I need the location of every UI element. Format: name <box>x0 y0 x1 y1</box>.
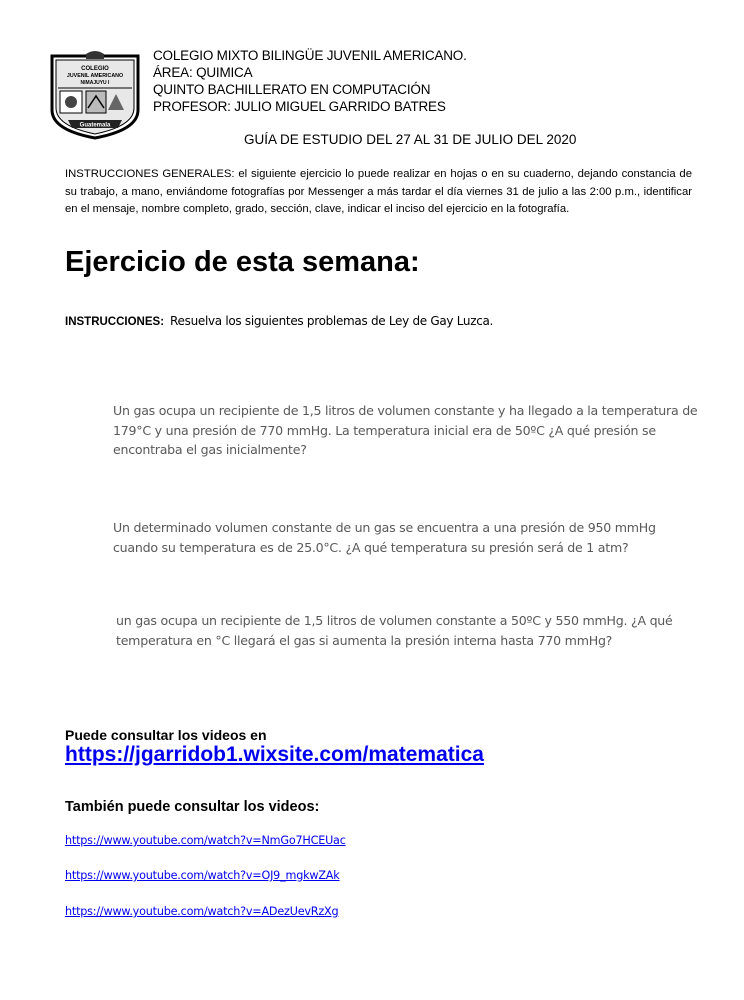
youtube-link-1[interactable]: https://www.youtube.com/watch?v=NmGo7HCEUac <box>65 834 346 847</box>
crest-text-3: NIMAJUYU I <box>80 80 110 86</box>
youtube-link-2[interactable]: https://www.youtube.com/watch?v=OJ9_mgkwZAk <box>65 869 340 882</box>
subject-area: ÁREA: QUIMICA <box>153 65 253 80</box>
youtube-link-3[interactable]: https://www.youtube.com/watch?v=ADezUevRzXg <box>65 905 339 918</box>
instructions-label: INSTRUCCIONES: <box>65 316 165 328</box>
teacher-name: PROFESOR: JULIO MIGUEL GARRIDO BATRES <box>153 99 446 114</box>
crest-text-2: JUVENIL AMERICANO <box>66 73 124 79</box>
problem-1: Un gas ocupa un recipiente de 1,5 litros de volumen constante y ha llegado a la temperatura de 179°C y una presión de 770 mmHg. La temperatura inicial era de 50ºC ¿A qué presión se encontraba el gas inicialmente? <box>113 403 698 457</box>
grade-level: QUINTO BACHILLERATO EN COMPUTACIÓN <box>153 82 431 97</box>
school-crest-logo <box>46 50 144 140</box>
consult-videos-label: Puede consultar los videos en <box>65 727 267 743</box>
problem-3: un gas ocupa un recipiente de 1,5 litros de volumen constante a 50ºC y 550 mmHg. ¿A qué temperatura en °C llegará el gas si aumenta la presión interna hasta 770 mmHg? <box>116 613 673 648</box>
school-name: COLEGIO MIXTO BILINGÜE JUVENIL AMERICANO. <box>153 48 467 63</box>
crest-text-1: COLEGIO <box>81 66 109 72</box>
also-videos-label: También puede consultar los videos: <box>65 799 320 815</box>
study-guide-title: GUÍA DE ESTUDIO DEL 27 AL 31 DE JULIO DEL 2020 <box>244 132 577 147</box>
crest-banner: Guatemala <box>79 122 111 129</box>
instructions-text: Resuelva los siguientes problemas de Ley de Gay Luzca. <box>170 314 494 328</box>
problem-2: Un determinado volumen constante de un gas se encuentra a una presión de 950 mmHg cuando su temperatura es de 25.0°C. ¿A qué temperatura su presión será de 1 atm? <box>113 520 656 555</box>
general-instructions: INSTRUCCIONES GENERALES: el siguiente ejercicio lo puede realizar en hojas o en su cuaderno, dejando constancia de su trabajo, a mano, enviándome fotografías por Messenger a más tardar el día viernes 31 de julio a las 2:00 p.m., identificar en el mensaje, nombre completo, grado, sección, clave, indicar el inciso del ejercicio en la fotografía. <box>65 168 692 215</box>
wixsite-link[interactable]: https://jgarridob1.wixsite.com/matematica <box>65 743 484 766</box>
page-heading: Ejercicio de esta semana: <box>65 246 420 278</box>
instructions-line <box>65 312 493 330</box>
